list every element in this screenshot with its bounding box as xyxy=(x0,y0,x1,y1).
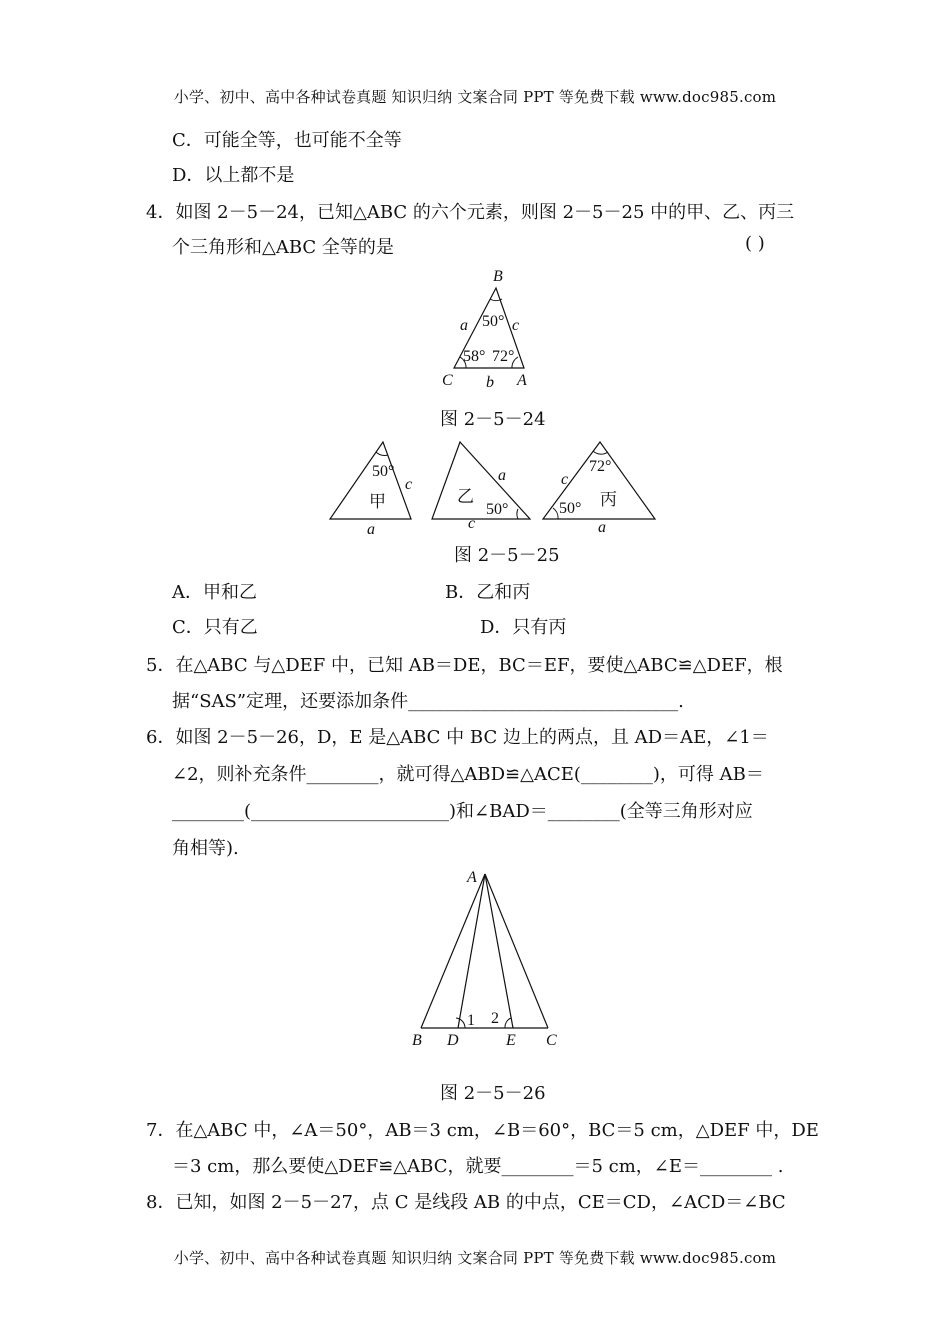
angle-2-label: 2 xyxy=(491,1010,499,1027)
q4-option-c: C．只有乙 xyxy=(172,617,258,638)
point-c-label: C xyxy=(546,1032,557,1049)
q6-line3: ________(______________________)和∠BAD＝________(全等三角形对应 xyxy=(172,801,753,822)
q7-line1: 7．在△ABC 中，∠A＝50°，AB＝3 cm，∠B＝60°，BC＝5 cm，△DEF 中，DE xyxy=(146,1120,819,1141)
yi-angle-label: 50° xyxy=(486,501,509,518)
q4-option-a: A．甲和乙 xyxy=(172,582,257,603)
q4-answer-bracket: ( ) xyxy=(745,233,765,254)
q5-line1: 5．在△ABC 与△DEF 中，已知 AB＝DE，BC＝EF，要使△ABC≌△DEF，根 xyxy=(146,655,783,676)
page-footer: 小学、初中、高中各种试卷真题 知识归纳 文案合同 PPT 等免费下载 www.doc985.com xyxy=(173,1249,777,1267)
side-a-label: a xyxy=(460,317,468,334)
bing-side2-label: a xyxy=(598,519,606,536)
jia-name: 甲 xyxy=(369,492,386,511)
triangle-yi xyxy=(432,442,530,519)
angle-c-label: 58° xyxy=(463,348,486,365)
figure-2-5-24 xyxy=(420,262,550,392)
q4-line1: 4．如图 2－5－24，已知△ABC 的六个元素，则图 2－5－25 中的甲、乙、丙三 xyxy=(146,202,795,223)
page-header: 小学、初中、高中各种试卷真题 知识归纳 文案合同 PPT 等免费下载 www.doc985.com xyxy=(173,88,777,106)
point-e-label: E xyxy=(506,1032,516,1049)
q4-option-d: D．只有丙 xyxy=(480,617,567,638)
q3-option-d: D．以上都不是 xyxy=(172,165,295,186)
jia-side2-label: a xyxy=(367,521,375,538)
q8-line1: 8．已知，如图 2－5－27，点 C 是线段 AB 的中点，CE＝CD，∠ACD＝∠BC xyxy=(146,1192,786,1213)
q7-line2: ＝3 cm，那么要使△DEF≌△ABC，就要________＝5 cm，∠E＝________ . xyxy=(172,1156,784,1177)
vertex-b-label: B xyxy=(493,268,503,285)
point-d-label: D xyxy=(447,1032,459,1049)
yi-side1-label: a xyxy=(498,467,506,484)
q4-line2: 个三角形和△ABC 全等的是 xyxy=(172,237,394,258)
angle-1-label: 1 xyxy=(467,1012,475,1029)
q4-option-b: B．乙和丙 xyxy=(445,582,531,603)
bing-angle-left-label: 50° xyxy=(559,500,582,517)
figure-2-5-26-caption: 图 2－5－26 xyxy=(440,1083,546,1104)
q3-option-c: C．可能全等，也可能不全等 xyxy=(172,130,402,151)
q6-line2: ∠2，则补充条件________，就可得△ABD≌△ACE(________)，可得 AB＝ xyxy=(172,764,764,785)
q6-line1: 6．如图 2－5－26，D，E 是△ABC 中 BC 边上的两点，且 AD＝AE，∠1＝ xyxy=(146,727,769,748)
bing-side1-label: c xyxy=(561,471,569,488)
point-a-label: A xyxy=(467,869,477,886)
bing-name: 丙 xyxy=(600,490,617,509)
yi-name: 乙 xyxy=(457,487,474,506)
figure-2-5-25-caption: 图 2－5－25 xyxy=(454,545,560,566)
vertex-c-label: C xyxy=(442,372,453,389)
q6-line4: 角相等). xyxy=(172,838,239,859)
figure-2-5-25 xyxy=(325,436,660,538)
figure-2-5-24-caption: 图 2－5－24 xyxy=(440,409,546,430)
point-b-label: B xyxy=(412,1032,422,1049)
angle-b-label: 50° xyxy=(482,313,505,330)
jia-angle-label: 50° xyxy=(372,463,395,480)
side-c-label: c xyxy=(512,317,520,334)
side-b-label: b xyxy=(486,374,494,391)
vertex-a-label: A xyxy=(517,372,527,389)
angle-a-label: 72° xyxy=(492,348,515,365)
jia-side1-label: c xyxy=(405,476,413,493)
q5-line2: 据“SAS”定理，还要添加条件______________________________. xyxy=(172,691,684,712)
figure-2-5-26 xyxy=(405,862,575,1057)
bing-angle-top-label: 72° xyxy=(589,458,612,475)
yi-side2-label: c xyxy=(468,515,476,532)
